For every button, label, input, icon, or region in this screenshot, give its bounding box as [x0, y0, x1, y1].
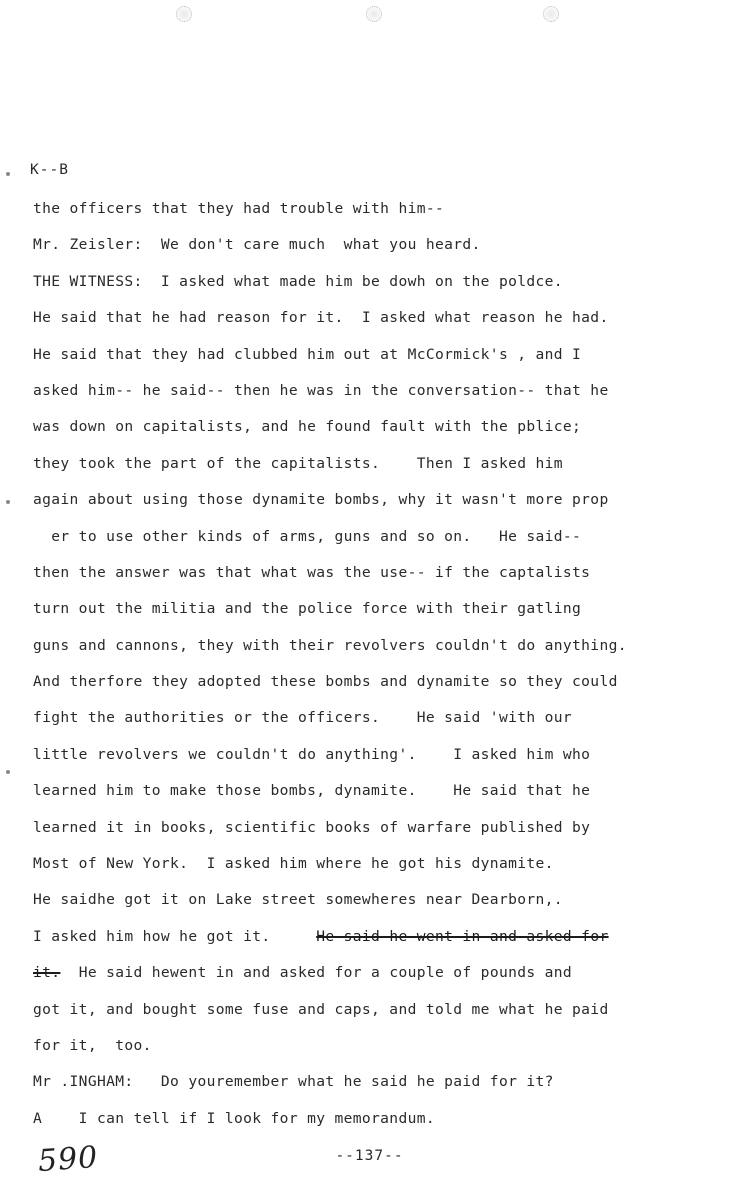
transcript-line [33, 846, 723, 882]
transcript-line [33, 737, 723, 773]
transcript-line [33, 992, 723, 1028]
line-text: turn out the militia and the police force with their gatling [33, 600, 582, 618]
transcript-line [33, 773, 723, 809]
line-text: guns and cannons, they with their revolvers couldn't do anything. [33, 636, 627, 654]
struck-text: He said he went in and asked for [316, 927, 609, 945]
line-text: I asked him how he got it. [33, 927, 317, 945]
transcript-line [33, 664, 723, 700]
transcript-line [33, 1064, 723, 1100]
punch-hole [176, 6, 192, 22]
transcript-line [33, 337, 723, 373]
transcript-line [33, 919, 723, 955]
margin-mark [6, 770, 10, 774]
punch-holes [0, 6, 739, 26]
transcript-line [33, 591, 723, 627]
section-label: K--B [30, 162, 69, 178]
transcript-line [33, 227, 723, 263]
punch-hole [366, 6, 382, 22]
line-text: He saidhe got it on Lake street somewheres near Dearborn,. [33, 891, 563, 909]
margin-mark [6, 500, 10, 504]
line-text: for it, too. [33, 1036, 152, 1054]
line-text: er to use other kinds of arms, guns and so on. He said-- [33, 527, 582, 545]
transcript-line [33, 519, 723, 555]
punch-hole [543, 6, 559, 22]
line-text: He said that they had clubbed him out at McCormick's , and I [33, 345, 582, 363]
transcript-line [33, 628, 723, 664]
line-text: THE WITNESS: I asked what made him be dowh on the poldce. [33, 272, 563, 290]
line-text: little revolvers we couldn't do anything'. I asked him who [33, 745, 591, 763]
transcript-line [33, 264, 723, 300]
transcript-line [33, 373, 723, 409]
line-text: Mr .INGHAM: Do youremember what he said he paid for it? [33, 1073, 554, 1091]
line-text: Most of New York. I asked him where he got his dynamite. [33, 855, 554, 873]
transcript-line [33, 700, 723, 736]
page-number: --137-- [335, 1148, 404, 1164]
handwritten-folio-number: 590 [36, 1139, 100, 1180]
transcript-line [33, 482, 723, 518]
line-text: the officers that they had trouble with him-- [33, 200, 445, 217]
transcript-line [33, 555, 723, 591]
line-text: again about using those dynamite bombs, why it wasn't more prop [33, 491, 609, 509]
line-text: A I can tell if I look for my memorandum. [33, 1109, 435, 1127]
line-text: asked him-- he said-- then he was in the conversation-- that he [33, 381, 609, 399]
transcript-line [33, 1028, 723, 1064]
line-text: then the answer was that what was the use-- if the captalists [33, 563, 591, 581]
line-text: was down on capitalists, and he found fault with the pblice; [33, 418, 582, 436]
transcript-body [33, 191, 723, 1137]
line-text: learned it in books, scientific books of warfare published by [33, 818, 591, 836]
transcript-line [33, 1101, 723, 1137]
transcript-line [33, 955, 723, 991]
line-text: they took the part of the capitalists. Then I asked him [33, 454, 563, 472]
transcript-line [33, 300, 723, 336]
line-text: Mr. Zeisler: We don't care much what you heard. [33, 236, 481, 254]
line-text: got it, and bought some fuse and caps, and told me what he paid [33, 1000, 609, 1018]
transcript-line [33, 810, 723, 846]
margin-mark [6, 172, 10, 176]
line-text: He said that he had reason for it. I asked what reason he had. [33, 309, 609, 327]
line-text: And therfore they adopted these bombs and dynamite so they could [33, 673, 618, 691]
line-text: learned him to make those bombs, dynamite. He said that he [33, 782, 591, 800]
struck-text: it. [33, 964, 61, 982]
line-text: fight the authorities or the officers. He said 'with our [33, 709, 573, 727]
transcript-line [33, 882, 723, 918]
transcript-line [33, 446, 723, 482]
line-text: He said hewent in and asked for a couple of pounds and [60, 964, 573, 982]
transcript-line [33, 409, 723, 445]
transcript-line [33, 191, 723, 227]
